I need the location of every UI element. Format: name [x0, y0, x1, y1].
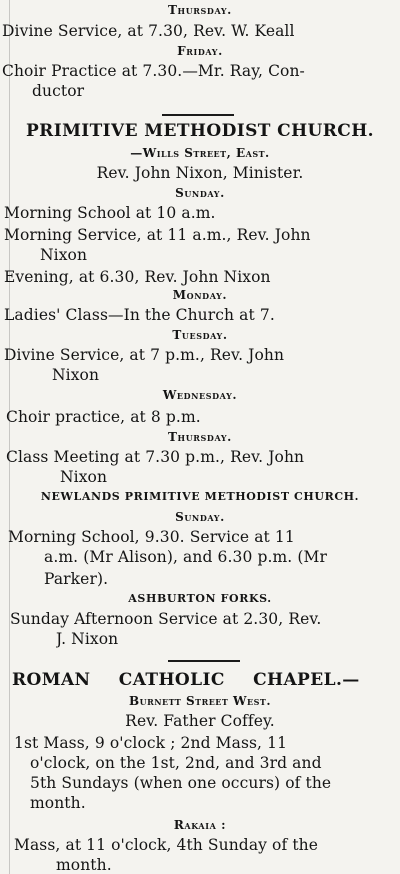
service-line: Nixon — [52, 366, 100, 384]
service-line: 1st Mass, 9 o'clock ; 2nd Mass, 11 — [14, 734, 288, 752]
church-title: NEWLANDS PRIMITIVE METHODIST CHURCH. — [40, 490, 360, 503]
section-divider — [168, 660, 240, 662]
day-heading-sunday: Sunday. — [175, 510, 225, 524]
day-heading-sunday: Sunday. — [175, 186, 225, 200]
day-heading-tuesday: Tuesday. — [172, 328, 228, 342]
day-heading-friday: Friday. — [177, 44, 223, 58]
service-line: Choir practice, at 8 p.m. — [6, 408, 201, 426]
day-heading-thursday: Thursday. — [168, 430, 232, 444]
service-line: Evening, at 6.30, Rev. John Nixon — [4, 268, 271, 286]
service-line: J. Nixon — [56, 630, 119, 648]
church-title: PRIMITIVE METHODIST CHURCH. — [26, 121, 374, 141]
church-address: Burnett Street West. — [128, 694, 272, 708]
service-line: Morning School, 9.30. Service at 11 — [8, 528, 295, 546]
church-title: ROMAN CATHOLIC CHAPEL.— — [12, 670, 360, 690]
service-line: o'clock, on the 1st, 2nd, and 3rd and — [30, 754, 322, 772]
service-line: Parker). — [44, 570, 109, 588]
church-title: ASHBURTON FORKS. — [128, 592, 272, 605]
service-line: Choir Practice at 7.30.—Mr. Ray, Con- — [2, 62, 305, 80]
church-address: —Wills Street, East. — [130, 146, 270, 160]
service-line: Morning Service, at 11 a.m., Rev. John — [4, 226, 311, 244]
section-divider — [162, 114, 234, 116]
service-line: month. — [56, 856, 112, 874]
location-heading: Rakaia : — [173, 818, 227, 832]
church-minister: Rev. Father Coffey. — [125, 712, 275, 730]
service-line: Sunday Afternoon Service at 2.30, Rev. — [10, 610, 322, 628]
service-line: Nixon — [60, 468, 108, 486]
day-heading-monday: Monday. — [172, 288, 228, 302]
service-line: Morning School at 10 a.m. — [4, 204, 216, 222]
service-line: 5th Sundays (when one occurs) of the — [30, 774, 332, 792]
day-heading-wednesday: Wednesday. — [162, 388, 238, 402]
service-line: Mass, at 11 o'clock, 4th Sunday of the — [14, 836, 319, 854]
service-line: Divine Service, at 7 p.m., Rev. John — [4, 346, 285, 364]
church-minister: Rev. John Nixon, Minister. — [96, 164, 304, 182]
service-line: Class Meeting at 7.30 p.m., Rev. John — [6, 448, 305, 466]
service-line: Ladies' Class—In the Church at 7. — [4, 306, 275, 324]
service-line: Nixon — [40, 246, 88, 264]
service-line: ductor — [32, 82, 85, 100]
service-line: Divine Service, at 7.30, Rev. W. Keall — [2, 22, 295, 40]
service-line: a.m. (Mr Alison), and 6.30 p.m. (Mr — [44, 548, 327, 566]
day-heading-thursday: Thursday. — [168, 3, 232, 17]
service-line: month. — [30, 794, 86, 812]
